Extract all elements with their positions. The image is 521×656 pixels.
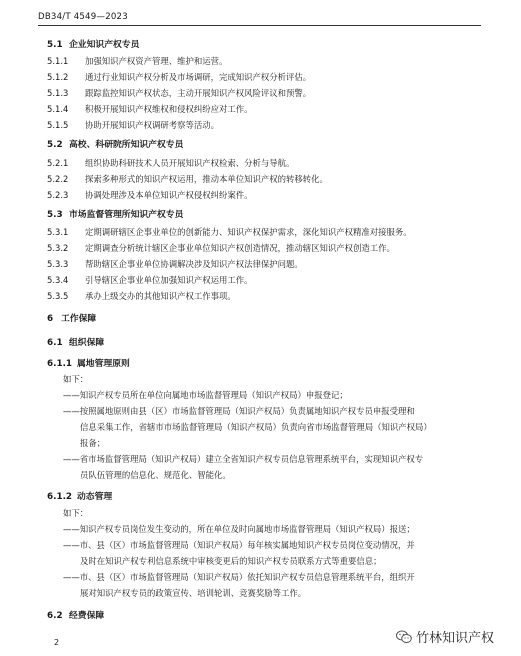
clause: 5.3.3 帮助辖区企事业单位协调解决涉及知识产权法律保护问题。 xyxy=(47,259,303,269)
clause: 5.2.2 探索多种形式的知识产权运用，推动本单位知识产权的转移转化。 xyxy=(47,174,328,184)
clause: 5.1.1 加强知识产权资产管理、维护和运营。 xyxy=(47,56,228,66)
clause: 5.3.4 引导辖区企事业单位加强知识产权运用工作。 xyxy=(47,275,253,285)
clause: 5.2.1 组织协助科研技术人员开展知识产权检索、分析与导航。 xyxy=(47,158,295,168)
paragraph-intro: 如下： xyxy=(63,374,89,384)
list-item-cont: 及时在知识产权专利信息系统中审核变更后的知识产权专员联系方式等重要信息； xyxy=(80,556,382,566)
subsection-heading: 6.1.2 动态管理 xyxy=(47,492,113,502)
section-heading: 6.1 组织保障 xyxy=(47,338,105,348)
list-item: ——按照属地原则由县（区）市场监督管理局（知识产权局）负责属地知识产权专员申报受理和 xyxy=(63,406,415,416)
header-rule xyxy=(38,25,481,26)
clause: 5.1.4 积极开展知识产权维权和侵权纠纷应对工作。 xyxy=(47,104,253,114)
clause: 5.1.5 协助开展知识产权调研考察等活动。 xyxy=(47,120,219,130)
list-item: ——省市场监督管理局（知识产权局）建立全省知识产权专员信息管理系统平台，实现知识产权专 xyxy=(63,454,424,464)
section-heading: 5.2 高校、科研院所知识产权专员 xyxy=(47,140,184,150)
list-item: ——知识产权专员所在单位向属地市场监督管理局（知识产权局）申报登记； xyxy=(63,390,348,400)
watermark xyxy=(396,627,494,646)
list-item-cont: 信息采集工作，省辖市市场监督管理局（知识产权局）负责向省市场监督管理局（知识产权局） xyxy=(80,422,432,432)
list-item-cont: 员队伍管理的信息化、规范化、智能化。 xyxy=(80,470,231,480)
list-item: ——市、县（区）市场监督管理局（知识产权局）每年核实属地知识产权专员岗位变动情况，并 xyxy=(63,540,415,550)
chapter-heading: 6 工作保障 xyxy=(47,314,97,324)
document-code: DB34/T 4549—2023 xyxy=(38,12,128,22)
page-number: 2 xyxy=(54,638,60,647)
clause: 5.1.2 通过行业知识产权分析及市场调研，完成知识产权分析评估。 xyxy=(47,72,312,82)
clause: 5.3.5 承办上级交办的其他知识产权工作事项。 xyxy=(47,291,236,301)
list-item-cont: 展对知识产权专员的政策宣传、培训轮训、竞赛奖励等工作。 xyxy=(80,588,307,598)
list-item-cont: 报备； xyxy=(80,438,106,448)
section-heading: 5.3 市场监督管理所知识产权专员 xyxy=(47,210,184,220)
clause: 5.3.1 定期调研辖区企事业单位的创新能力、知识产权保护需求，深化知识产权精准对接服务。 xyxy=(47,227,412,237)
watermark-text: 竹林知识产权 xyxy=(416,631,495,646)
clause: 5.1.3 跟踪监控知识产权状态，主动开展知识产权风险评议和预警。 xyxy=(47,88,312,98)
clause: 5.3.2 定期调查分析统计辖区企事业单位知识产权创造情况，推动辖区知识产权创造工作。 xyxy=(47,243,395,253)
list-item: ——知识产权专员岗位发生变动的，所在单位及时向属地市场监督管理局（知识产权局）报送； xyxy=(63,524,415,534)
clause: 5.2.3 协调处理涉及本单位知识产权侵权纠纷案件。 xyxy=(47,190,253,200)
paragraph-intro: 如下： xyxy=(63,508,89,518)
wechat-icon xyxy=(396,630,412,644)
subsection-heading: 6.1.1 属地管理原则 xyxy=(47,359,130,369)
section-heading: 6.2 经费保障 xyxy=(47,611,105,621)
list-item: ——市、县（区）市场监督管理局（知识产权局）依托知识产权专员信息管理系统平台，组织开 xyxy=(63,572,415,582)
section-heading: 5.1 企业知识产权专员 xyxy=(47,40,140,50)
